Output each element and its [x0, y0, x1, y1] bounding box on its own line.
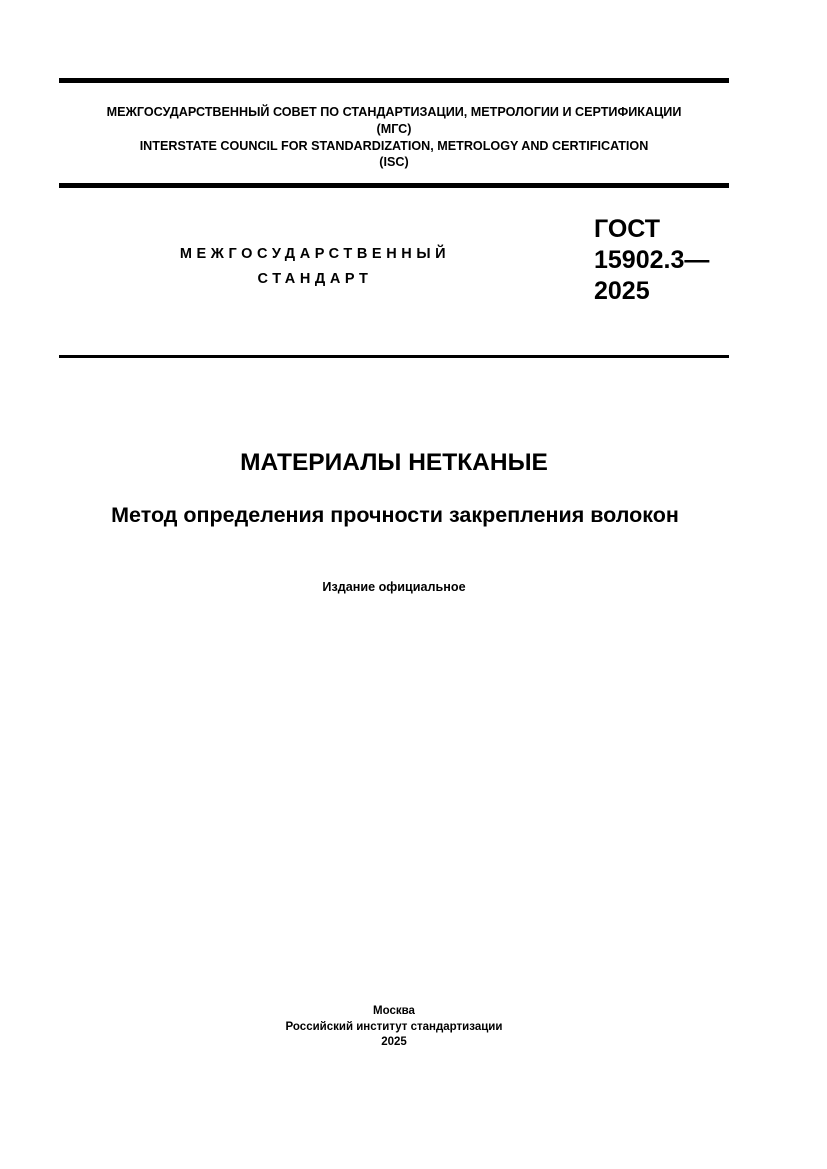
- top-divider: [59, 78, 729, 83]
- standard-designation: [594, 214, 709, 307]
- designation-divider: [59, 355, 729, 358]
- designation-prefix: ГОСТ: [594, 215, 660, 243]
- standard-type: [140, 242, 490, 292]
- document-title: МАТЕРИАЛЫ НЕТКАНЫЕ: [240, 449, 548, 476]
- header-divider: [59, 183, 729, 188]
- council-header: [59, 104, 729, 171]
- designation-year: 2025: [594, 277, 650, 305]
- document-subtitle: Метод определения прочности закрепления волокон: [111, 503, 679, 527]
- imprint-city: Москва: [373, 1005, 415, 1017]
- standard-type-line2: СТАНДАРТ: [257, 271, 373, 287]
- council-abbr-en: (ISC): [379, 155, 409, 170]
- council-name-ru: МЕЖГОСУДАРСТВЕННЫЙ СОВЕТ ПО СТАНДАРТИЗАЦИИ, МЕТРОЛОГИИ И СЕРТИФИКАЦИИ: [106, 105, 682, 119]
- imprint-year: 2025: [381, 1036, 407, 1048]
- council-abbr-ru: (МГС): [376, 121, 412, 136]
- designation-number: 15902.3—: [594, 246, 710, 274]
- imprint-publisher: Российский институт стандартизации: [285, 1020, 503, 1033]
- edition-note: Издание официальное: [322, 580, 466, 594]
- council-name-en: INTERSTATE COUNCIL FOR STANDARDIZATION, METROLOGY AND CERTIFICATION: [139, 138, 649, 153]
- imprint: [59, 1004, 729, 1051]
- standard-type-line1: МЕЖГОСУДАРСТВЕННЫЙ: [179, 246, 451, 262]
